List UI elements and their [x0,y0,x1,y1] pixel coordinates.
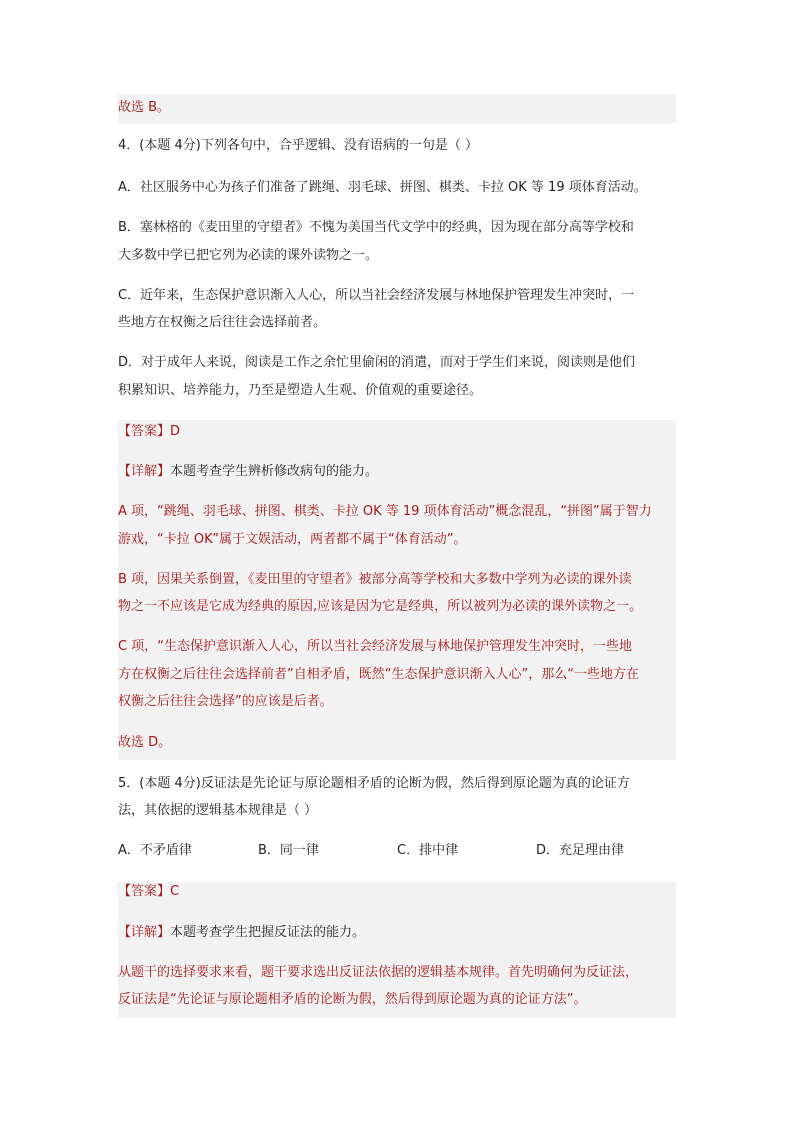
q5-option-b: B．同一律 [258,843,319,858]
q4-detail-text: 本题考查学生辨析修改病句的能力。 [170,464,379,479]
question-5 [118,774,676,864]
q4-exp-b-line2: 物之一不应该是它成为经典的原因,应该是因为它是经典，所以被列为必读的课外读物之一。 [118,599,643,614]
q4-answer-value: D [170,424,181,439]
q4-answer-tag: 【答案】 [118,424,171,439]
q5-detail-text: 本题考查学生把握反证法的能力。 [170,925,366,940]
q4-detail-tag: 【详解】 [118,464,171,479]
q4-option-c-line1: C．近年来，生态保护意识渐入人心，所以当社会经济发展与林地保护管理发生冲突时，一 [118,288,635,303]
q4-exp-a-line2: 游戏，“卡拉 OK”属于文娱活动，两者都不属于“体育活动”。 [118,532,467,547]
q4-exp-c-line2: 方在权衡之后往往会选择前者”自相矛盾，既然“生态保护意识渐入人心”，那么“一些地方在 [118,667,639,682]
q5-answer-tag: 【答案】 [118,884,171,899]
q5-option-a: A．不矛盾律 [118,843,192,858]
q4-answer-block [118,420,676,760]
q5-detail [118,923,365,943]
q4-option-d-line2: 积累知识、培养能力，乃至是塑造人生观、价值观的重要途径。 [118,383,483,398]
question-4 [118,136,676,406]
q5-answer [118,882,179,902]
q4-option-a: A．社区服务中心为孩子们准备了跳绳、羽毛球、拼图、棋类、卡拉 OK 等 19 项体育活动。 [118,180,647,195]
q4-exp-a-line1: A 项，“跳绳、羽毛球、拼图、棋类、卡拉 OK 等 19 项体育活动”概念混乱，“拼图”属于智力 [118,504,652,519]
prev-answer-block [118,94,676,123]
q4-conclusion: 故选 D。 [118,735,172,750]
q5-answer-block [118,882,676,1018]
q5-detail-tag: 【详解】 [118,925,171,940]
q5-exp-line1: 从题干的选择要求来看，题干要求选出反证法依据的逻辑基本规律。首先明确何为反证法， [118,965,639,980]
q4-option-b-line1: B．塞林格的《麦田里的守望者》不愧为美国当代文学中的经典，因为现在部分高等学校和 [118,220,634,235]
prev-conclusion: 故选 B。 [118,100,171,115]
q4-option-d-line1: D．对于成年人来说，阅读是工作之余忙里偷闲的消遣，而对于学生们来说，阅读则是他们 [118,355,636,370]
q5-answer-value: C [170,884,180,899]
q4-answer [118,422,180,442]
q4-exp-c-line3: 权衡之后往往会选择”的应该是后者。 [118,694,333,709]
q5-option-d: D．充足理由律 [536,843,625,858]
q4-detail [118,462,378,482]
q5-stem-line1: 5．(本题 4分)反证法是先论证与原论题相矛盾的论断为假，然后得到原论题为真的论证方 [118,776,630,791]
q5-exp-line2: 反证法是“先论证与原论题相矛盾的论断为假，然后得到原论题为真的论证方法”。 [118,992,587,1007]
q4-option-b-line2: 大多数中学已把它列为必读的课外读物之一。 [118,248,379,263]
q4-option-c-line2: 些地方在权衡之后往往会选择前者。 [118,315,327,330]
q4-stem: 4．(本题 4分)下列各句中，合乎逻辑、没有语病的一句是（ ） [118,138,478,153]
q5-stem-line2: 法，其依据的逻辑基本规律是（ ） [118,803,318,818]
q4-exp-b-line1: B 项，因果关系倒置，《麦田里的守望者》被部分高等学校和大多数中学列为必读的课外读 [118,572,632,587]
q4-exp-c-line1: C 项，“生态保护意识渐入人心，所以当社会经济发展与林地保护管理发生冲突时，一些地 [118,639,632,654]
q5-option-c: C．排中律 [397,843,459,858]
